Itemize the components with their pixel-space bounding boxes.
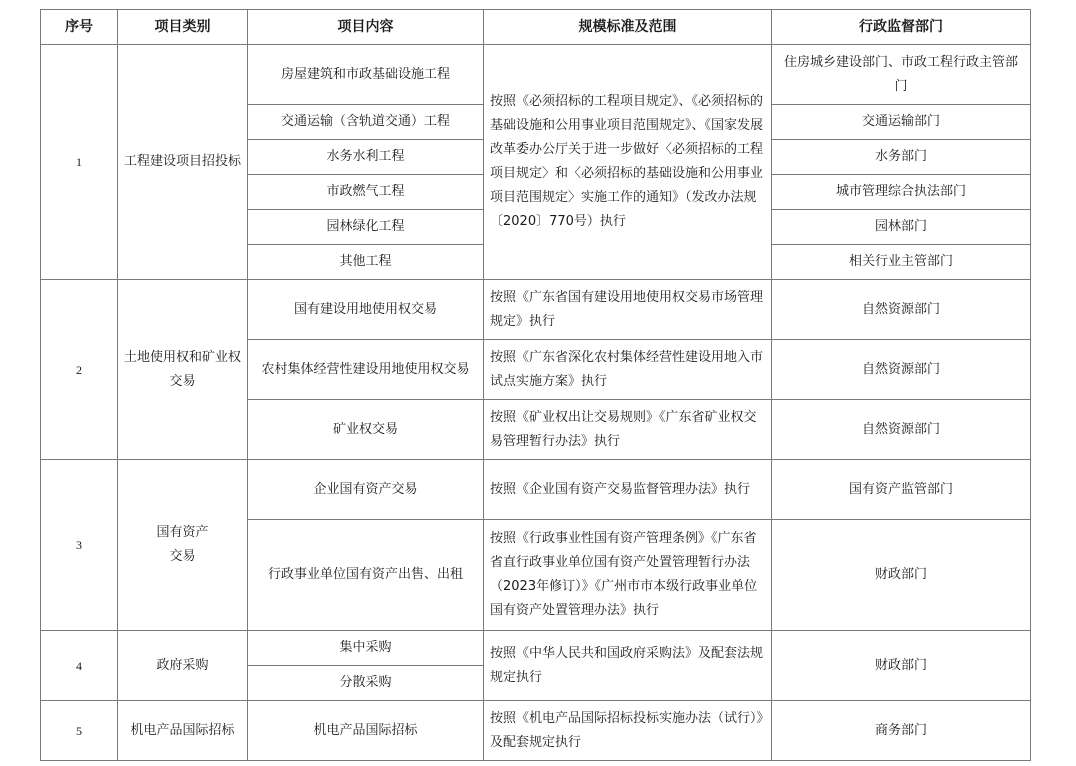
table-row xyxy=(41,45,1031,105)
standard-cell: 按照《广东省国有建设用地使用权交易市场管理规定》执行 xyxy=(484,280,772,340)
dept-cell: 自然资源部门 xyxy=(772,280,1031,340)
header-row xyxy=(41,10,1031,45)
dept-cell: 国有资产监管部门 xyxy=(772,460,1031,520)
category-cell: 土地使用权和矿业权交易 xyxy=(118,280,248,460)
content-cell: 农村集体经营性建设用地使用权交易 xyxy=(248,340,484,400)
header-standard: 规模标准及范围 xyxy=(484,10,772,45)
supervision-table xyxy=(40,9,1031,761)
category-line-1: 国有资产 xyxy=(156,525,209,540)
content-cell: 企业国有资产交易 xyxy=(248,460,484,520)
dept-cell: 自然资源部门 xyxy=(772,340,1031,400)
category-cell: 工程建设项目招投标 xyxy=(118,45,248,280)
category-cell: 机电产品国际招标 xyxy=(118,701,248,761)
table-row xyxy=(41,631,1031,666)
category-cell: 政府采购 xyxy=(118,631,248,701)
content-cell: 市政燃气工程 xyxy=(248,175,484,210)
dept-cell: 财政部门 xyxy=(772,631,1031,701)
category-line-2: 交易 xyxy=(169,549,196,564)
header-content: 项目内容 xyxy=(248,10,484,45)
dept-cell: 自然资源部门 xyxy=(772,400,1031,460)
standard-cell: 按照《机电产品国际招标投标实施办法（试行）》及配套规定执行 xyxy=(484,701,772,761)
row-number: 5 xyxy=(41,701,118,761)
content-cell: 分散采购 xyxy=(248,666,484,701)
row-number: 4 xyxy=(41,631,118,701)
standard-cell: 按照《企业国有资产交易监督管理办法》执行 xyxy=(484,460,772,520)
content-cell: 园林绿化工程 xyxy=(248,210,484,245)
category-cell xyxy=(118,460,248,631)
row-number: 2 xyxy=(41,280,118,460)
row-number: 1 xyxy=(41,45,118,280)
dept-cell: 城市管理综合执法部门 xyxy=(772,175,1031,210)
table-row xyxy=(41,460,1031,520)
content-cell: 房屋建筑和市政基础设施工程 xyxy=(248,45,484,105)
dept-cell: 住房城乡建设部门、市政工程行政主管部门 xyxy=(772,45,1031,105)
content-cell: 行政事业单位国有资产出售、出租 xyxy=(248,520,484,631)
dept-cell: 财政部门 xyxy=(772,520,1031,631)
header-category: 项目类别 xyxy=(118,10,248,45)
content-cell: 机电产品国际招标 xyxy=(248,701,484,761)
header-dept: 行政监督部门 xyxy=(772,10,1031,45)
content-cell: 集中采购 xyxy=(248,631,484,666)
dept-cell: 园林部门 xyxy=(772,210,1031,245)
standard-cell: 按照《矿业权出让交易规则》《广东省矿业权交易管理暂行办法》执行 xyxy=(484,400,772,460)
content-cell: 其他工程 xyxy=(248,245,484,280)
standard-cell: 按照《广东省深化农村集体经营性建设用地入市试点实施方案》执行 xyxy=(484,340,772,400)
standard-cell: 按照《必须招标的工程项目规定》、《必须招标的基础设施和公用事业项目范围规定》、《国家发展改革委办公厅关于进一步做好〈必须招标的工程项目规定〉和〈必须招标的基础设施和公用事业项目范围规定〉实施工作的通知》（发改办法规〔2020〕770号）执行 xyxy=(484,45,772,280)
header-no: 序号 xyxy=(41,10,118,45)
standard-cell: 按照《行政事业性国有资产管理条例》《广东省省直行政事业单位国有资产处置管理暂行办法（2023年修订）》《广州市市本级行政事业单位国有资产处置管理办法》执行 xyxy=(484,520,772,631)
dept-cell: 商务部门 xyxy=(772,701,1031,761)
dept-cell: 相关行业主管部门 xyxy=(772,245,1031,280)
content-cell: 交通运输（含轨道交通）工程 xyxy=(248,105,484,140)
content-cell: 矿业权交易 xyxy=(248,400,484,460)
table-row xyxy=(41,701,1031,761)
content-cell: 水务水利工程 xyxy=(248,140,484,175)
row-number: 3 xyxy=(41,460,118,631)
dept-cell: 水务部门 xyxy=(772,140,1031,175)
dept-cell: 交通运输部门 xyxy=(772,105,1031,140)
standard-cell: 按照《中华人民共和国政府采购法》及配套法规规定执行 xyxy=(484,631,772,701)
table-row xyxy=(41,280,1031,340)
content-cell: 国有建设用地使用权交易 xyxy=(248,280,484,340)
